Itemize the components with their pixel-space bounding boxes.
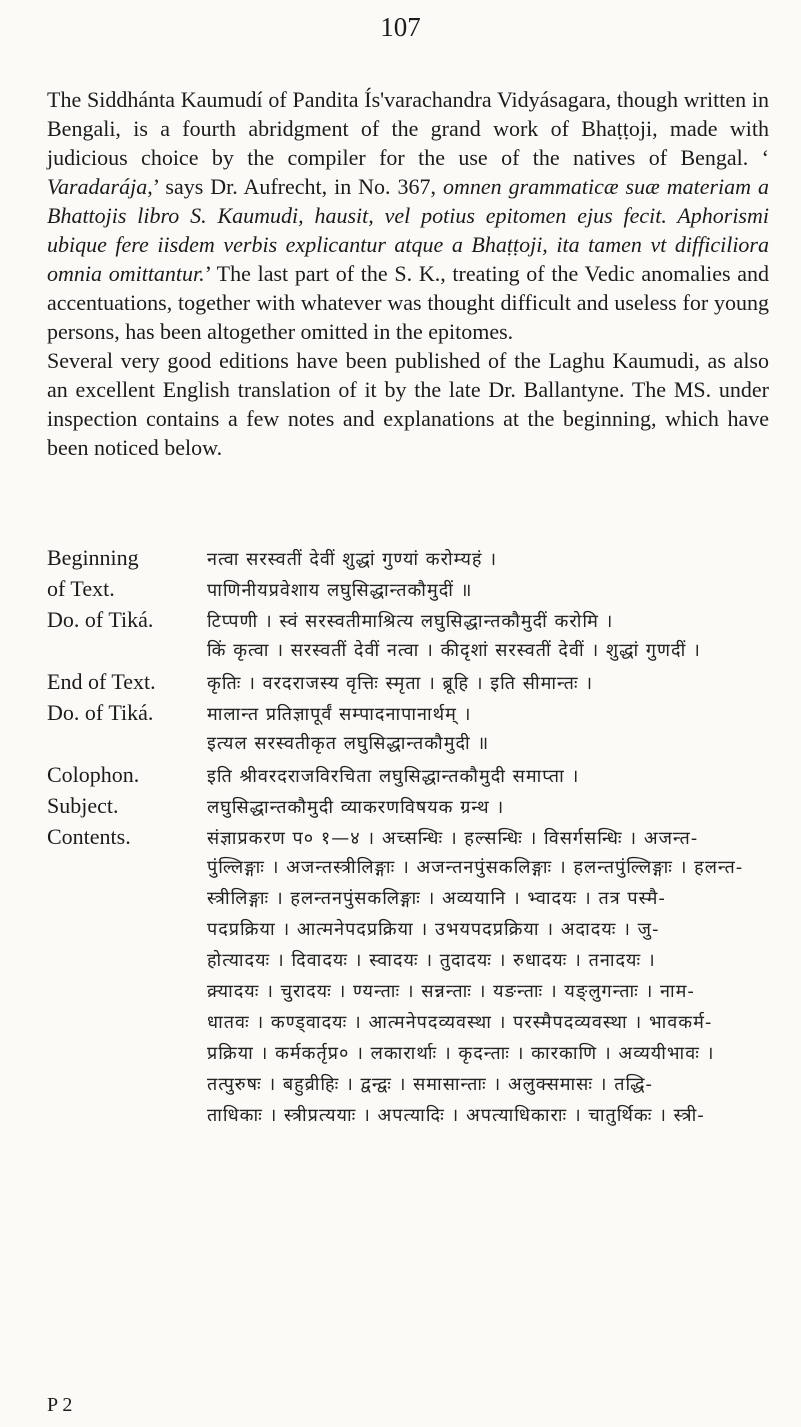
tika-line-1: टिप्पणी । स्वं सरस्वतीमाश्रित्य लघुसिद्धान्तकौमुदीं करोमि । [207,611,614,632]
end-tika-row-cont [47,731,787,762]
end-text: कृतिः । वरदराजस्य वृत्तिः स्मृता । ब्रूहि । इति सीमान्तः । [207,673,594,694]
tika-label: Do. of Tiká. [47,607,154,632]
body-text [47,85,769,462]
contents-row [47,824,787,855]
subject-text: लघुसिद्धान्तकौमुदी व्याकरणविषयक ग्रन्थ । [207,797,505,818]
paragraph-2: Several very good editions have been published of the Laghu Kaumudi, as also an excellent English translation of it by the late Dr. Ballantyne. The MS. under inspection contains a few notes and explanations at the beginning, which have been noticed below. [47,348,769,460]
contents-row-cont [47,1010,787,1041]
of-text-row [47,576,787,607]
contents-row-cont [47,886,787,917]
paragraph-1-part-1: The Siddhánta Kaumudí of Pandita Ís'varachandra Vidyásagara, though written in Bengali, is a fourth abridgment of the grand work of Bhaṭṭoji, made with judicious choice by the compiler for the use of the natives of Bengal. ‘ [47,87,769,170]
subject-row [47,793,787,824]
beginning-label: Beginning [47,545,139,570]
end-tika-label: Do. of Tiká. [47,700,154,725]
contents-line-6: क्र्यादयः । चुरादयः । ण्यन्ताः । सन्नन्ताः । यङन्ताः । यङ्लुगन्ताः । नाम- [207,981,695,1002]
of-text-label: of Text. [47,576,115,601]
end-tika-row [47,700,787,731]
beginning-row [47,545,787,576]
beginning-text: नत्वा सरस्वतीं देवीं शुद्धां गुण्यां करोम्यहं । [207,549,498,570]
tika-row [47,607,787,638]
contents-line-4: पदप्रक्रिया । आत्मनेपदप्रक्रिया । उभयपदप्रक्रिया । अदादयः । जु- [207,919,660,940]
contents-row-cont [47,1103,787,1134]
colophon-label: Colophon. [47,762,140,787]
contents-line-10: ताधिकाः । स्त्रीप्रत्ययाः । अपत्यादिः । अपत्याधिकाराः । चातुर्थिकः । स्त्री- [207,1105,705,1126]
contents-line-1: संज्ञाप्रकरण प० १—४ । अच्सन्धिः । हल्सन्धिः । विसर्गसन्धिः । अजन्त- [207,828,699,849]
contents-row-cont [47,1041,787,1072]
contents-row-cont [47,917,787,948]
paragraph-1-latin-quote: omnen grammaticæ suæ materiam a Bhattojis libro S. Kaumudi, hausit, vel potius epitomen ejus fecit. Aphorismi ubique fere iisdem verbis explicantur atque a Bhaṭṭoji, ita tamen vt difficiliora omnia omittantur. [47,174,769,286]
contents-row-cont [47,1072,787,1103]
colophon-row [47,762,787,793]
contents-line-8: प्रक्रिया । कर्मकर्तृप्र० । लकारार्थाः । कृदन्ताः । कारकाणि । अव्ययीभावः । [207,1043,715,1064]
colophon-text: इति श्रीवरदराजविरचिता लघुसिद्धान्तकौमुदी समाप्ता । [207,766,580,787]
signature-mark: P 2 [47,1394,73,1416]
end-tika-line-1: मालान्त प्रतिज्ञापूर्वं सम्पादनापानार्थम् । [207,704,472,725]
paragraph-1-part-3: ,’ says Dr. Aufrecht, in No. 367, [147,174,443,199]
contents-row-cont [47,948,787,979]
paragraph-1-italic-1: Varadarája [47,174,148,199]
of-text-text: पाणिनीयप्रवेशाय लघुसिद्धान्तकौमुदीं ॥ [207,580,473,601]
contents-line-5: होत्यादयः । दिवादयः । स्वादयः । तुदादयः । रुधादयः । तनादयः । [207,950,656,971]
paragraph-1-part-5: ’ The last part of the S. K., treating of the Vedic anomalies and accentuations, together with whatever was thought difficult and useless for young persons, has been altogether omitted in the epitomes. [47,261,769,344]
contents-row-cont [47,855,787,886]
end-tika-line-2: इत्यल सरस्वतीकृत लघुसिद्धान्तकौमुदी ॥ [207,733,490,754]
contents-row-cont [47,979,787,1010]
manuscript-entries [47,545,787,1134]
subject-label: Subject. [47,793,119,818]
tika-line-2: किं कृत्वा । सरस्वतीं देवीं नत्वा । कीदृशां सरस्वतीं देवीं । शुद्धां गुणदीं । [207,640,701,661]
end-label: End of Text. [47,669,156,694]
contents-line-2: पुंल्लिङ्गाः । अजन्तस्त्रीलिङ्गाः । अजन्तनपुंसकलिङ्गाः । हलन्तपुंल्लिङ्गाः । हलन्त- [207,857,744,878]
contents-line-9: तत्पुरुषः । बहुव्रीहिः । द्वन्द्वः । समासान्ताः । अलुक्समासः । तद्धि- [207,1074,654,1095]
contents-label: Contents. [47,824,131,849]
contents-line-3: स्त्रीलिङ्गाः । हलन्तनपुंसकलिङ्गाः । अव्ययानि । भ्वादयः । तत्र पस्मै- [207,888,666,909]
tika-row-cont [47,638,787,669]
page-number: 107 [380,12,421,42]
end-row [47,669,787,700]
contents-line-7: धातवः । कण्ड्वादयः । आत्मनेपदव्यवस्था । परस्मैपदव्यवस्था । भावकर्म- [207,1012,713,1033]
paragraph-1 [47,85,769,346]
